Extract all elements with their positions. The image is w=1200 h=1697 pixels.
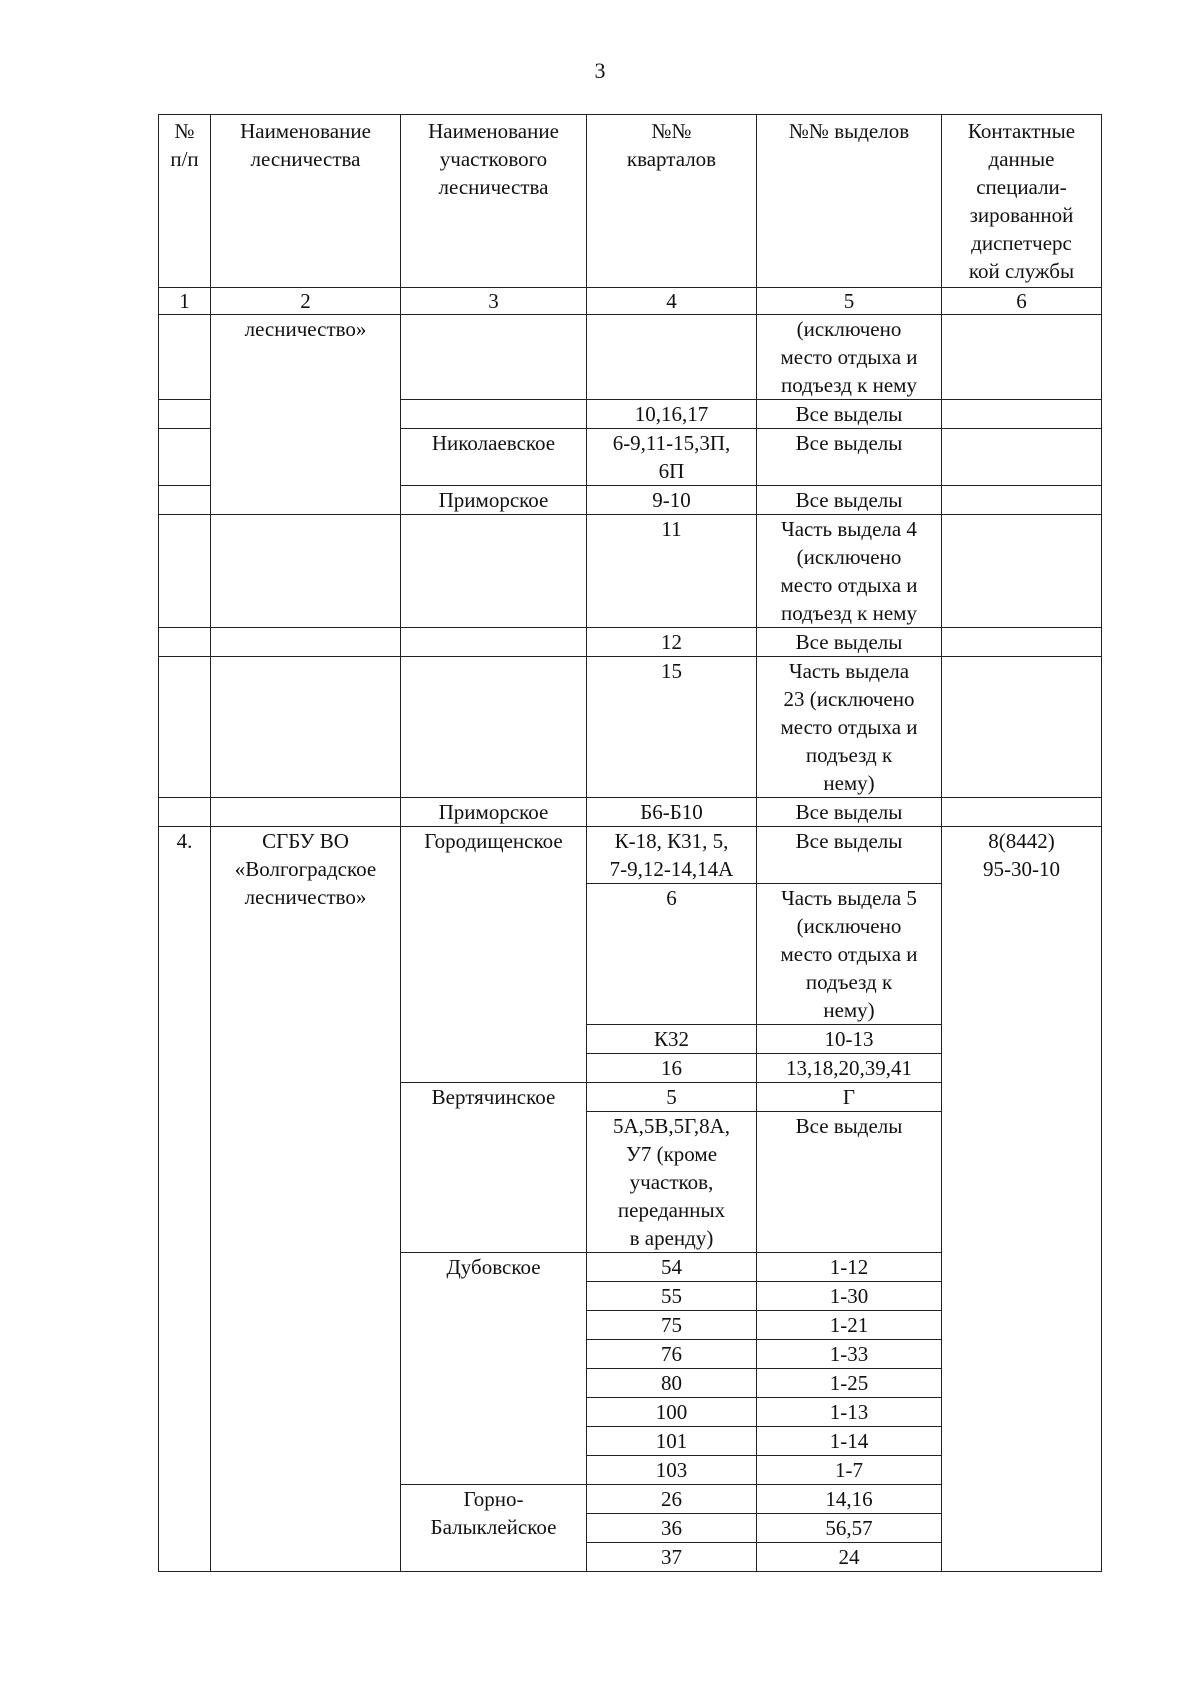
quarters-cell: 76 xyxy=(587,1340,757,1369)
quarters-cell: К32 xyxy=(587,1025,757,1054)
table-header-row xyxy=(159,115,1102,288)
allotments-cell: Все выделы xyxy=(757,486,942,515)
table-row xyxy=(159,798,1102,827)
district-forestry-cell: Приморское xyxy=(401,798,587,827)
allotments-cell: 1-25 xyxy=(757,1369,942,1398)
contact-cell xyxy=(942,486,1102,515)
contact-cell xyxy=(942,315,1102,400)
contact-cell xyxy=(942,400,1102,429)
allotments-cell: 10-13 xyxy=(757,1025,942,1054)
quarters-cell: 6-9,11-15,3П, 6П xyxy=(587,429,757,486)
row-number-cell xyxy=(159,429,211,486)
row-number-cell: 4. xyxy=(159,827,211,1572)
allotments-cell: 13,18,20,39,41 xyxy=(757,1054,942,1083)
forestry-name-cell xyxy=(211,628,401,657)
quarters-cell: 6 xyxy=(587,884,757,1025)
quarters-cell: 103 xyxy=(587,1456,757,1485)
row-number-cell xyxy=(159,628,211,657)
contact-cell: 8(8442) 95-30-10 xyxy=(942,827,1102,1572)
header-quarters: №№ кварталов xyxy=(587,115,757,288)
quarters-cell: 100 xyxy=(587,1398,757,1427)
quarters-cell: 54 xyxy=(587,1253,757,1282)
column-number: 5 xyxy=(757,288,942,315)
allotments-cell: 1-14 xyxy=(757,1427,942,1456)
district-forestry-cell: Дубовское xyxy=(401,1253,587,1485)
quarters-cell: 37 xyxy=(587,1543,757,1572)
header-forestry-name: Наименование лесничества xyxy=(211,115,401,288)
column-number-row xyxy=(159,288,1102,315)
district-forestry-cell xyxy=(401,315,587,400)
quarters-cell: 11 xyxy=(587,515,757,628)
table-row xyxy=(159,515,1102,628)
allotments-cell: Часть выдела 5 (исключено место отдыха и подъезд к нему) xyxy=(757,884,942,1025)
header-number: № п/п xyxy=(159,115,211,288)
district-forestry-cell xyxy=(401,400,587,429)
allotments-cell: Все выделы xyxy=(757,798,942,827)
row-number-cell xyxy=(159,657,211,798)
forestry-name-cell: лесничество» xyxy=(211,315,401,515)
district-forestry-cell xyxy=(401,657,587,798)
allotments-cell: 1-33 xyxy=(757,1340,942,1369)
forestry-name-cell xyxy=(211,515,401,628)
page-number: 3 xyxy=(594,58,606,83)
allotments-cell: 56,57 xyxy=(757,1514,942,1543)
district-forestry-cell xyxy=(401,628,587,657)
district-forestry-cell xyxy=(401,515,587,628)
row-number-cell xyxy=(159,486,211,515)
table-row xyxy=(159,657,1102,798)
row-number-cell xyxy=(159,798,211,827)
allotments-cell: (исключено место отдыха и подъезд к нему xyxy=(757,315,942,400)
quarters-cell: К-18, К31, 5, 7-9,12-14,14А xyxy=(587,827,757,884)
allotments-cell: 1-13 xyxy=(757,1398,942,1427)
allotments-cell: Г xyxy=(757,1083,942,1112)
contact-cell xyxy=(942,429,1102,486)
district-forestry-cell: Городищенское xyxy=(401,827,587,1083)
allotments-cell: Часть выдела 23 (исключено место отдыха и подъезд к нему) xyxy=(757,657,942,798)
contact-cell xyxy=(942,798,1102,827)
quarters-cell: 16 xyxy=(587,1054,757,1083)
allotments-cell: 1-30 xyxy=(757,1282,942,1311)
allotments-cell: 24 xyxy=(757,1543,942,1572)
quarters-cell: 10,16,17 xyxy=(587,400,757,429)
quarters-cell: 15 xyxy=(587,657,757,798)
quarters-cell: 75 xyxy=(587,1311,757,1340)
column-number: 3 xyxy=(401,288,587,315)
forestry-name-cell xyxy=(211,798,401,827)
table-row xyxy=(159,827,1102,884)
contact-cell xyxy=(942,515,1102,628)
row-number-cell xyxy=(159,515,211,628)
allotments-cell: 1-21 xyxy=(757,1311,942,1340)
quarters-cell: 26 xyxy=(587,1485,757,1514)
quarters-cell: 36 xyxy=(587,1514,757,1543)
header-contact-data: Контактные данные специали- зированной диспетчерс кой службы xyxy=(942,115,1102,288)
district-forestry-cell: Горно- Балыклейское xyxy=(401,1485,587,1572)
quarters-cell: 80 xyxy=(587,1369,757,1398)
forestry-table xyxy=(158,114,1102,1572)
allotments-cell: Все выделы xyxy=(757,1112,942,1253)
contact-cell xyxy=(942,628,1102,657)
quarters-cell: 12 xyxy=(587,628,757,657)
header-district-forestry-name: Наименование участкового лесничества xyxy=(401,115,587,288)
allotments-cell: 1-12 xyxy=(757,1253,942,1282)
district-forestry-cell: Вертячинское xyxy=(401,1083,587,1253)
quarters-cell: 55 xyxy=(587,1282,757,1311)
allotments-cell: Все выделы xyxy=(757,827,942,884)
allotments-cell: 14,16 xyxy=(757,1485,942,1514)
allotments-cell: Все выделы xyxy=(757,429,942,486)
quarters-cell: Б6-Б10 xyxy=(587,798,757,827)
quarters-cell: 101 xyxy=(587,1427,757,1456)
forestry-name-cell: СГБУ ВО «Волгоградское лесничество» xyxy=(211,827,401,1572)
column-number: 1 xyxy=(159,288,211,315)
column-number: 4 xyxy=(587,288,757,315)
row-number-cell xyxy=(159,400,211,429)
row-number-cell xyxy=(159,315,211,400)
allotments-cell: Часть выдела 4 (исключено место отдыха и подъезд к нему xyxy=(757,515,942,628)
table-row xyxy=(159,315,1102,400)
quarters-cell: 9-10 xyxy=(587,486,757,515)
table-row xyxy=(159,628,1102,657)
district-forestry-cell: Приморское xyxy=(401,486,587,515)
column-number: 6 xyxy=(942,288,1102,315)
quarters-cell xyxy=(587,315,757,400)
allotments-cell: 1-7 xyxy=(757,1456,942,1485)
district-forestry-cell: Николаевское xyxy=(401,429,587,486)
quarters-cell: 5А,5В,5Г,8А, У7 (кроме участков, переданных в аренду) xyxy=(587,1112,757,1253)
quarters-cell: 5 xyxy=(587,1083,757,1112)
allotments-cell: Все выделы xyxy=(757,400,942,429)
forestry-name-cell xyxy=(211,657,401,798)
column-number: 2 xyxy=(211,288,401,315)
header-allotments: №№ выделов xyxy=(757,115,942,288)
allotments-cell: Все выделы xyxy=(757,628,942,657)
contact-cell xyxy=(942,657,1102,798)
